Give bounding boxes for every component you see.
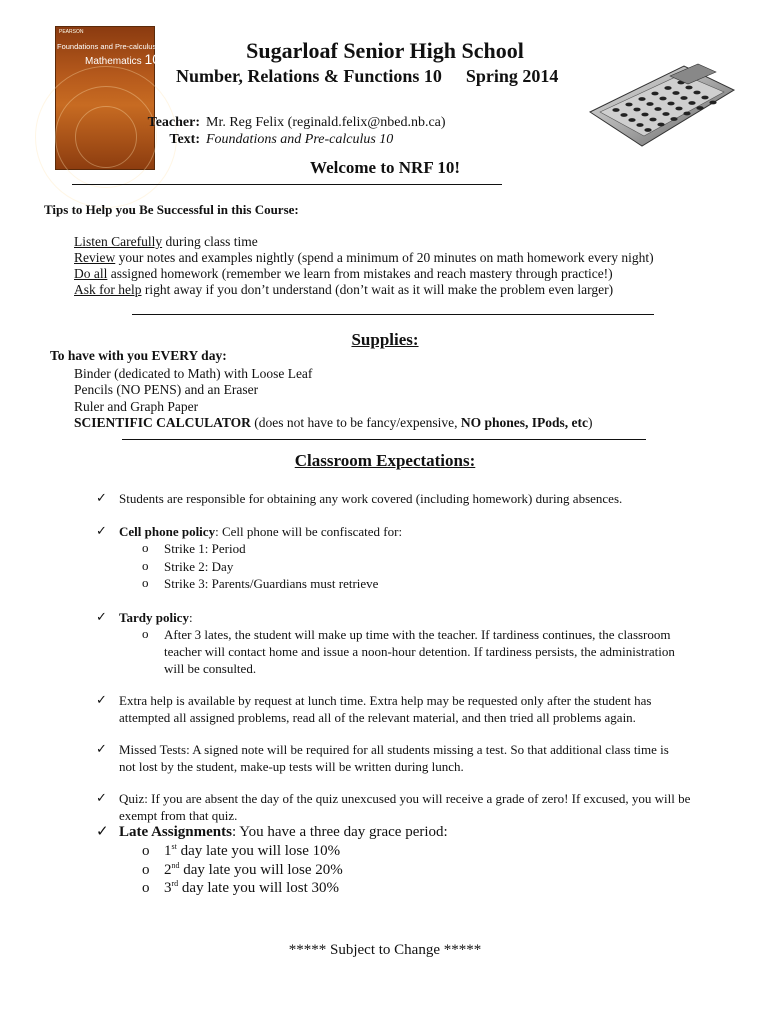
book-title-word: Mathematics 10 xyxy=(85,51,161,67)
calculator-key xyxy=(675,107,682,111)
calculator-key xyxy=(662,112,669,116)
supplies-heading: Supplies: xyxy=(351,330,419,349)
book-publisher: PEARSON xyxy=(59,29,84,35)
calculator-key xyxy=(683,112,690,116)
calculator-key xyxy=(620,113,627,117)
teacher-line: Teacher: Mr. Reg Felix (reginald.felix@nbed.nb.ca) xyxy=(147,115,446,130)
supply-item: Binder (dedicated to Math) with Loose Leaf xyxy=(74,366,313,381)
course-title xyxy=(176,66,558,87)
expectation-quiz: Quiz: If you are absent the day of the quiz unexcused you will receive a grade of zero! If excused, you will be exempt from that quiz. xyxy=(119,791,691,823)
bullet-icon: o xyxy=(142,843,150,859)
tips-heading: Tips to Help you Be Successful in this Course: xyxy=(44,202,299,217)
tip-item: Review your notes and examples nightly (spend a minimum of 20 minutes on math homework every night) xyxy=(74,250,654,265)
tardy-item: After 3 lates, the student will make up time with the teacher. If tardiness continues, the classroom teacher will contact home and issue a noon-hour detention. If tardiness persists, the administration will be consulted. xyxy=(164,627,675,676)
expectation-absences: Students are responsible for obtaining any work covered (including homework) during absences. xyxy=(119,491,623,506)
supply-item: Ruler and Graph Paper xyxy=(74,399,199,414)
expectation-extra-help: Extra help is available by request at lunch time. Extra help may be requested only after the student has attempted all assigned problems, read all of the relevant material, and then tried all problems again. xyxy=(119,693,652,725)
calculator-image xyxy=(586,60,736,150)
tip-item: Ask for help right away if you don’t understand (don’t wait as it will make the problem even larger) xyxy=(74,282,614,297)
late-item: 1st day late you will lose 10% xyxy=(164,842,341,859)
calculator-key xyxy=(644,128,651,132)
expectations-heading: Classroom Expectations: xyxy=(294,451,476,470)
calculator-key xyxy=(654,107,661,111)
bullet-icon: o xyxy=(142,540,149,555)
expectation-missed-tests: Missed Tests: A signed note will be required for all students missing a test. So that additional class time is not lost by the student, make-up tests will be written during lunch. xyxy=(119,742,669,774)
calculator-key xyxy=(657,123,664,127)
calculator-key xyxy=(625,103,632,107)
late-item: 2nd day late you will lose 20% xyxy=(164,861,343,878)
text-line: Text: Foundations and Pre-calculus 10 xyxy=(169,132,394,147)
check-icon: ✓ xyxy=(96,523,107,538)
divider xyxy=(72,184,502,185)
cell-strike-item: Strike 2: Day xyxy=(164,559,234,574)
calculator-key xyxy=(701,96,708,100)
calculator-key xyxy=(636,123,643,127)
divider xyxy=(132,314,654,315)
calculator-key xyxy=(664,86,671,90)
calculator-key xyxy=(685,86,692,90)
bullet-icon: o xyxy=(142,626,149,641)
check-icon: ✓ xyxy=(96,609,107,624)
calculator-key xyxy=(670,117,677,121)
calculator-key xyxy=(651,92,658,96)
bullet-icon: o xyxy=(142,575,149,590)
bullet-icon: o xyxy=(142,862,150,878)
calculator-key xyxy=(638,97,645,101)
supply-item: Pencils (NO PENS) and an Eraser xyxy=(74,382,259,397)
calculator-key xyxy=(641,113,648,117)
course-term: Spring 2014 xyxy=(465,66,559,86)
calculator-key xyxy=(612,108,619,112)
calculator-key xyxy=(693,91,700,95)
calculator-key xyxy=(709,101,716,105)
divider xyxy=(122,439,646,440)
check-icon: ✓ xyxy=(96,824,109,840)
school-title: Sugarloaf Senior High School xyxy=(246,38,524,63)
calculator-key xyxy=(646,102,653,106)
check-icon: ✓ xyxy=(96,490,107,505)
check-icon: ✓ xyxy=(96,692,107,707)
cell-strike-item: Strike 3: Parents/Guardians must retrieve xyxy=(164,576,379,591)
tip-item: Listen Carefully during class time xyxy=(74,234,258,249)
calculator-key xyxy=(688,101,695,105)
book-title-line: Foundations and Pre-calculus xyxy=(57,42,157,51)
cell-strike-item: Strike 1: Period xyxy=(164,541,246,556)
supply-calculator: SCIENTIFIC CALCULATOR (does not have to be fancy/expensive, NO phones, IPods, etc) xyxy=(74,415,593,430)
calculator-key xyxy=(649,118,656,122)
late-item: 3rd day late you will lost 30% xyxy=(164,879,339,896)
calculator-key xyxy=(659,97,666,101)
calculator-key xyxy=(696,106,703,110)
course-name: Number, Relations & Functions 10 xyxy=(176,66,442,86)
calculator-key xyxy=(667,102,674,106)
footer-note: ***** Subject to Change ***** xyxy=(288,942,482,958)
check-icon: ✓ xyxy=(96,741,107,756)
bullet-icon: o xyxy=(142,558,149,573)
calculator-key xyxy=(628,118,635,122)
welcome-heading: Welcome to NRF 10! xyxy=(310,158,460,177)
supplies-subheading: To have with you EVERY day: xyxy=(50,348,227,363)
tip-item: Do all assigned homework (remember we learn from mistakes and reach mastery through practice!) xyxy=(74,266,613,281)
expectation-late-assignments: Late Assignments: You have a three day grace period: xyxy=(119,824,448,840)
expectation-cell-phone: Cell phone policy: Cell phone will be confiscated for: xyxy=(119,524,403,539)
calculator-key xyxy=(633,108,640,112)
expectation-tardy: Tardy policy: xyxy=(119,610,193,625)
calculator-key xyxy=(680,96,687,100)
check-icon: ✓ xyxy=(96,790,107,805)
calculator-key xyxy=(672,91,679,95)
bullet-icon: o xyxy=(142,880,150,896)
